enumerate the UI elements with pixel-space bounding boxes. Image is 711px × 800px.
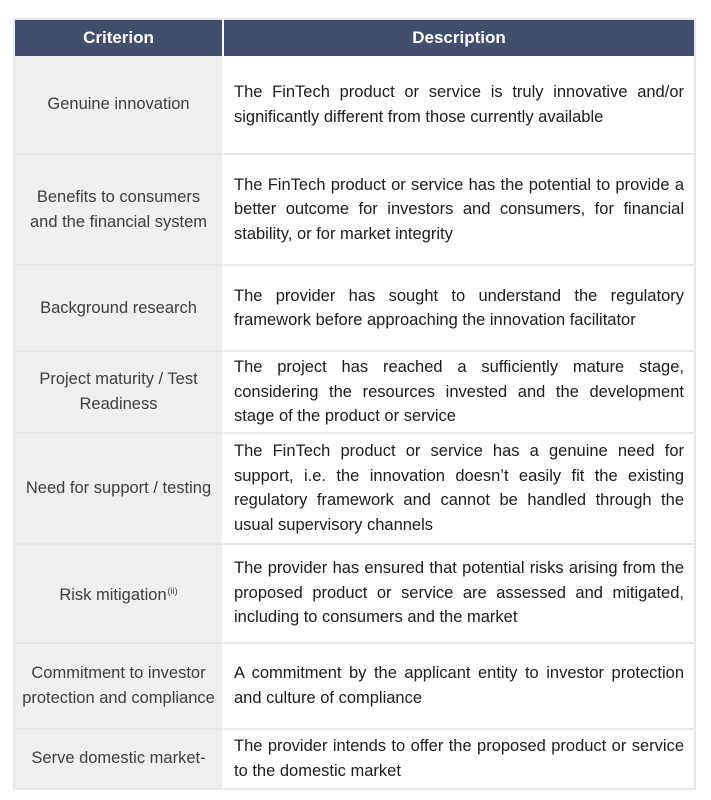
criterion-text: Project maturity / Test Readiness <box>39 370 198 413</box>
table-row <box>13 155 696 266</box>
criterion-column-header: Criterion <box>13 18 224 56</box>
description-cell: The project has reached a sufficiently mature stage, considering the resources invested and the development stage of the product or service <box>224 352 696 434</box>
criterion-text: Commitment to investor protection and compliance <box>22 664 215 707</box>
description-cell: The FinTech product or service is truly innovative and/or significantly different from those currently available <box>224 56 696 155</box>
description-cell: The provider has ensured that potential risks arising from the proposed product or service are assessed and mitigated, including to consumers and the market <box>224 545 696 644</box>
table-row <box>13 545 696 644</box>
criterion-cell <box>13 266 224 352</box>
description-column-header: Description <box>224 18 696 56</box>
criterion-cell <box>13 434 224 545</box>
description-cell: The provider has sought to understand the regulatory framework before approaching the innovation facilitator <box>224 266 696 352</box>
criterion-cell <box>13 545 224 644</box>
criterion-cell <box>13 644 224 730</box>
description-cell: The provider intends to offer the proposed product or service to the domestic market <box>224 730 696 790</box>
table-row <box>13 56 696 155</box>
criterion-text: Benefits to consumers and the financial system <box>29 188 207 231</box>
description-cell: The FinTech product or service has the potential to provide a better outcome for investors and consumers, for financial stability, or for market integrity <box>224 155 696 266</box>
footnote-marker: (ii) <box>167 585 178 596</box>
description-cell: A commitment by the applicant entity to investor protection and culture of compliance <box>224 644 696 730</box>
criterion-cell <box>13 155 224 266</box>
criterion-text: Genuine innovation <box>47 95 190 114</box>
table-row <box>13 434 696 545</box>
table-row <box>13 266 696 352</box>
description-cell: The FinTech product or service has a genuine need for support, i.e. the innovation doesn’t easily fit the existing regulatory framework and cannot be handled through the usual supervisory channels <box>224 434 696 545</box>
criterion-cell <box>13 352 224 434</box>
table-row <box>13 730 696 790</box>
criterion-cell <box>13 56 224 155</box>
criterion-text: Risk mitigation <box>59 585 167 604</box>
criterion-text: Background research <box>40 298 197 317</box>
table-row <box>13 644 696 730</box>
criterion-text: Need for support / testing <box>25 478 212 497</box>
table-header-row <box>13 18 696 56</box>
criterion-cell <box>13 730 224 790</box>
criterion-text: Serve domestic market- <box>31 749 206 768</box>
criteria-table <box>13 18 696 790</box>
table-row <box>13 352 696 434</box>
